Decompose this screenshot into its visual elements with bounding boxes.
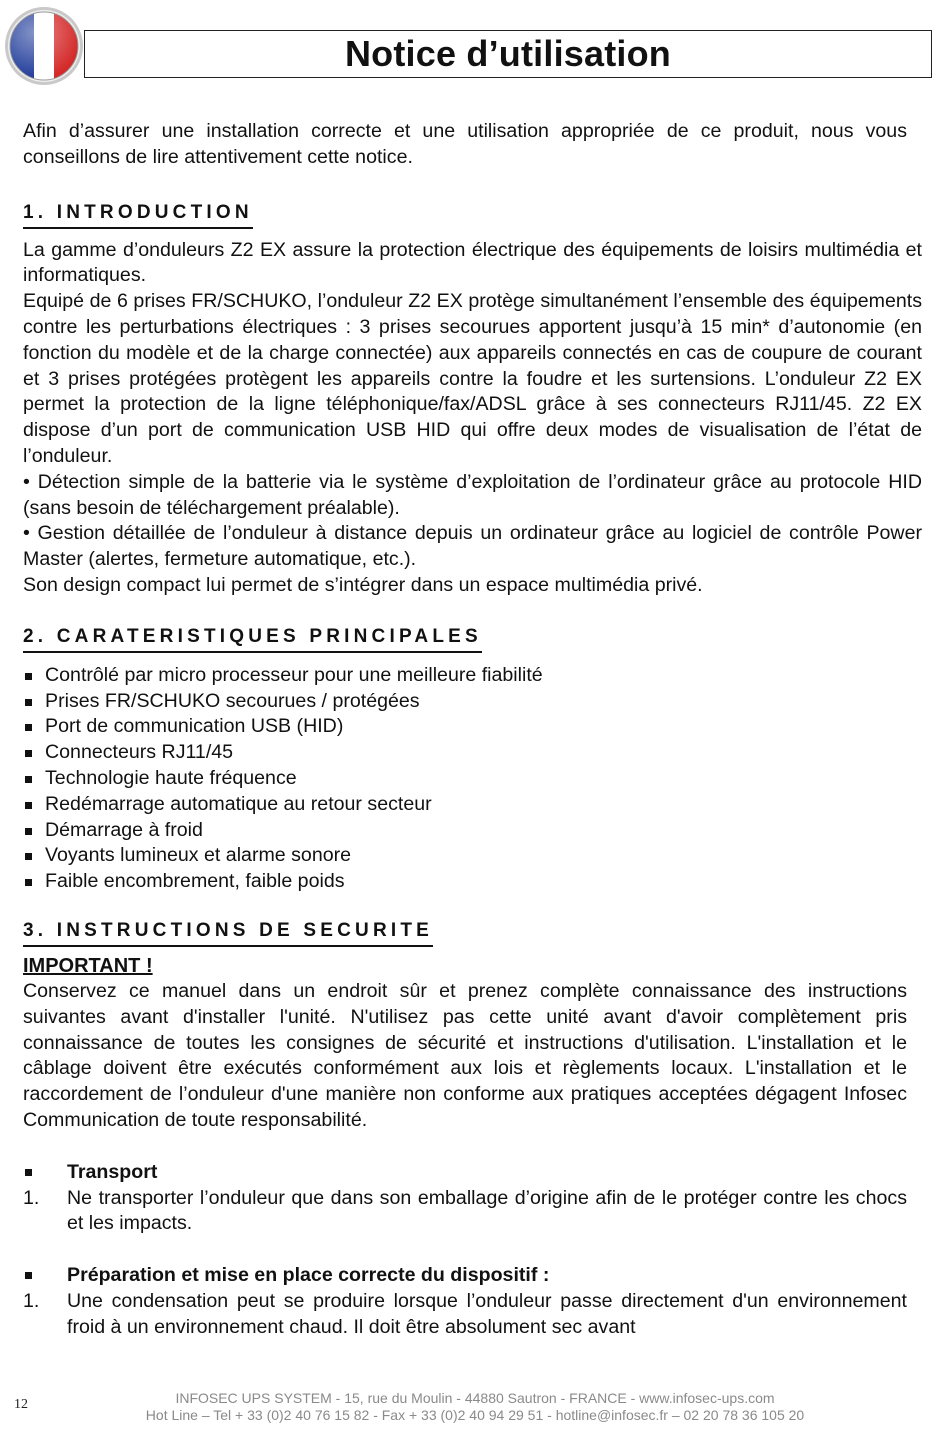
square-bullet-icon (25, 802, 32, 809)
title-box (84, 30, 932, 78)
square-bullet-icon (25, 750, 32, 757)
intro-paragraph-3: Son design compact lui permet de s’intégrer dans un espace multimédia privé. (23, 573, 703, 596)
square-bullet-icon (25, 853, 32, 860)
section-2-heading-wrap (23, 623, 922, 663)
transport-heading: Transport (23, 1160, 907, 1186)
list-item: Contrôlé par micro processeur pour une meilleure fiabilité (23, 663, 922, 689)
intro-paragraph-1: La gamme d’onduleurs Z2 EX assure la protection électrique des équipements de loisirs multimédia et informatiques. (23, 238, 922, 287)
footer (0, 1390, 950, 1424)
intro-bullet-2: • Gestion détaillée de l’onduleur à distance depuis un ordinateur grâce au logiciel de contrôle Power Master (alertes, fermeture automatique, etc.). (23, 522, 922, 571)
list-item: Démarrage à froid (23, 818, 922, 844)
document-body (23, 119, 922, 1340)
france-flag-icon (4, 6, 84, 86)
features-list (23, 663, 922, 895)
page-title: Notice d’utilisation (344, 33, 671, 74)
important-paragraph: Conservez ce manuel dans un endroit sûr et prenez complète connaissance des instructions suivantes avant d'installer l'unité. N'utilisez pas cette unité avant d'avoir complètement pris connaissance de toutes les consignes de sécurité et instructions d'utilisation. L'installation et le câblage doivent être exécutés conformément aux lois et règlements locaux. L'installation et le raccordement de l’onduleur d'une manière non conforme aux pratiques acceptées dégagent Infosec Communication de toute responsabilité. (23, 979, 907, 1131)
list-item: Voyants lumineux et alarme sonore (23, 843, 922, 869)
square-bullet-icon (25, 1272, 32, 1279)
section-1-heading: 1. INTRODUCTION (23, 199, 253, 229)
square-bullet-icon (25, 879, 32, 886)
footer-address: INFOSEC UPS SYSTEM - 15, rue du Moulin - 44880 Sautron - FRANCE - www.infosec-ups.com (175, 1390, 775, 1406)
section-2-heading: 2. CARATERISTIQUES PRINCIPALES (23, 623, 482, 653)
list-item: Faible encombrement, faible poids (23, 869, 922, 895)
footer-contact: Hot Line – Tel + 33 (0)2 40 76 15 82 - Fax + 33 (0)2 40 94 29 51 - hotline@infosec.fr – 02 20 78 36 105 20 (145, 1407, 805, 1423)
important-label: IMPORTANT ! (23, 954, 153, 977)
list-item: Prises FR/SCHUKO secourues / protégées (23, 689, 922, 715)
preparation-item-1: 1. Une condensation peut se produire lorsque l’onduleur passe directement d'un environnement froid à un environnement chaud. Il doit être absolument sec avant (23, 1289, 907, 1338)
transport-item-1: 1. Ne transporter l’onduleur que dans son emballage d’origine afin de le protéger contre les chocs et les impacts. (23, 1186, 907, 1235)
section-3-heading-wrap (23, 917, 922, 953)
section-1-heading-wrap (23, 199, 922, 238)
list-item: Port de communication USB (HID) (23, 714, 922, 740)
square-bullet-icon (25, 1169, 32, 1176)
square-bullet-icon (25, 828, 32, 835)
list-item: Connecteurs RJ11/45 (23, 740, 922, 766)
square-bullet-icon (25, 673, 32, 680)
list-item: Technologie haute fréquence (23, 766, 922, 792)
square-bullet-icon (25, 776, 32, 783)
page-number: 12 (14, 1397, 28, 1412)
square-bullet-icon (25, 724, 32, 731)
intro-paragraph: Afin d’assurer une installation correcte et une utilisation appropriée de ce produit, nous vous conseillons de lire attentivement cette notice. (23, 120, 907, 168)
intro-bullet-1: • Détection simple de la batterie via le système d’exploitation de l’ordinateur grâce au protocole HID (sans besoin de téléchargement préalable). (23, 470, 922, 519)
intro-paragraph-2: Equipé de 6 prises FR/SCHUKO, l’onduleur Z2 EX protège simultanément l’ensemble des équipements contre les perturbations électriques : 3 prises secourues apportent jusqu’à 15 min* d’autonomie (en fonction du modèle et de la charge connectée) aux appareils connectés en cas de coupure de courant et 3 prises protégées protègent les appareils contre la foudre et les surtensions. L’onduleur Z2 EX permet la protection de la ligne téléphonique/fax/ADSL grâce à ses connecteurs RJ11/45. Z2 EX dispose d’un port de communication USB HID qui offre deux modes de visualisation de l’état de l’onduleur. (23, 290, 922, 467)
preparation-heading: Préparation et mise en place correcte du dispositif : (23, 1263, 907, 1289)
section-3-heading: 3. INSTRUCTIONS DE SECURITE (23, 917, 433, 947)
square-bullet-icon (25, 699, 32, 706)
list-item: Redémarrage automatique au retour secteur (23, 792, 922, 818)
